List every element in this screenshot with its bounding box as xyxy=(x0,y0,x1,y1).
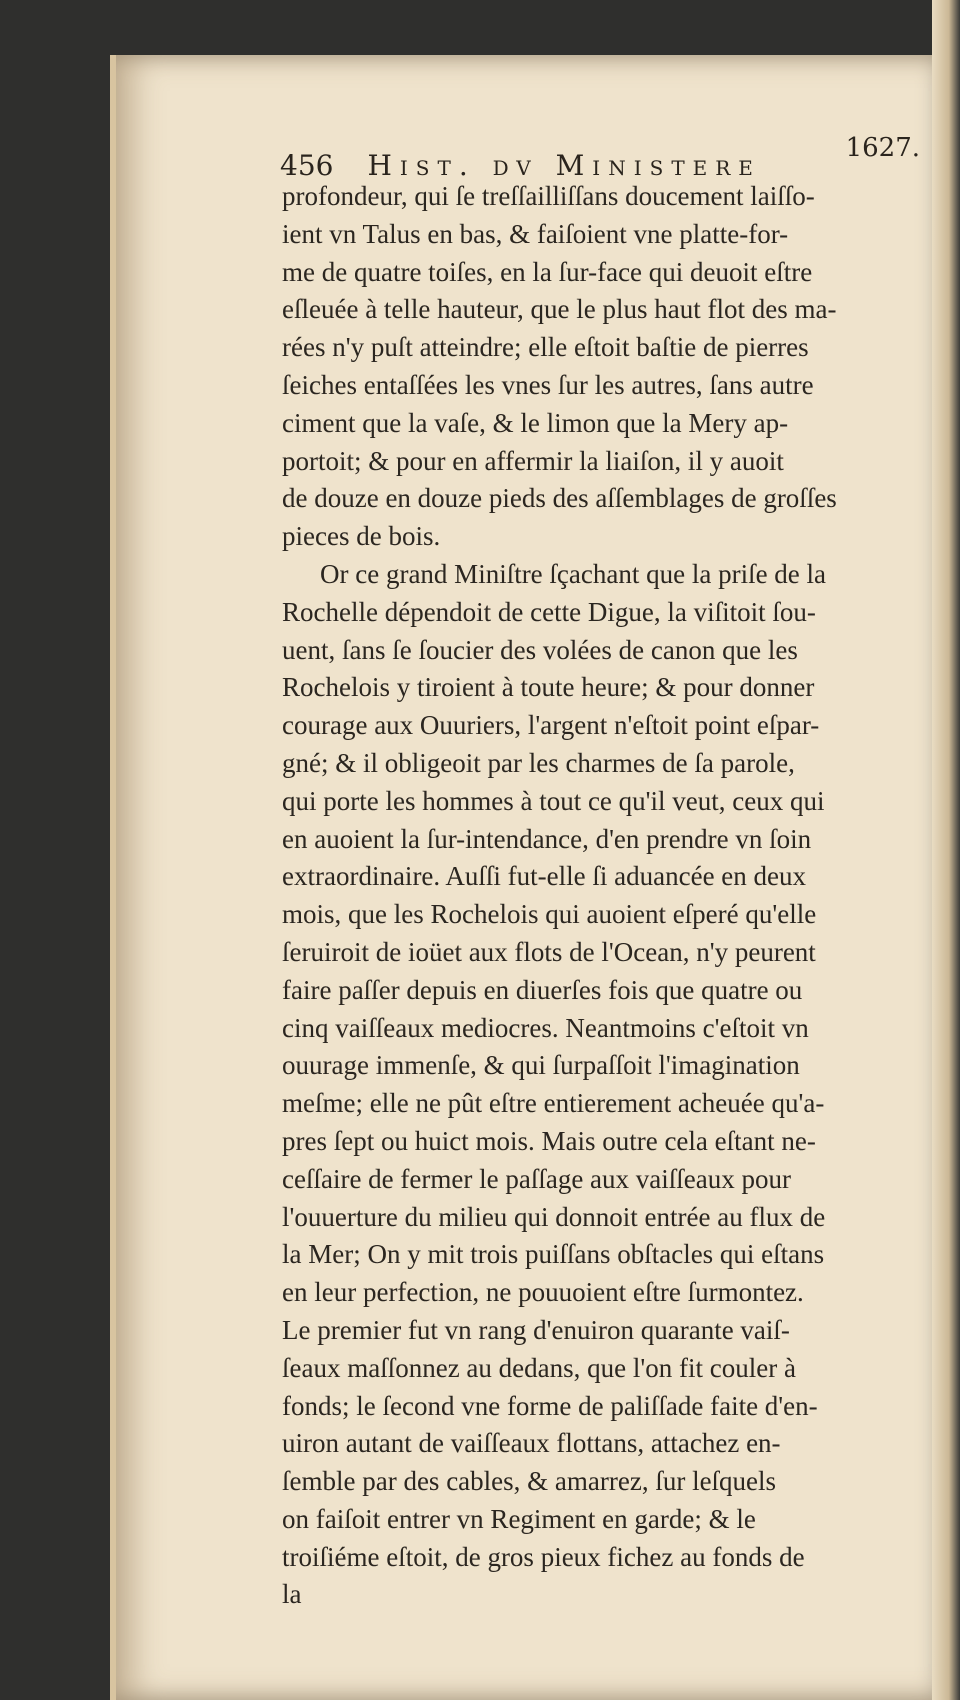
text-line: en auoient la ſur-intendance, d'en prendre vn ſoin xyxy=(282,823,812,854)
text-line: troiſiéme eſtoit, de gros pieux fichez au fonds de xyxy=(282,1541,805,1572)
text-line: pres ſept ou huict mois. Mais outre cela eſtant ne- xyxy=(282,1125,816,1156)
text-line: meſme; elle ne pût eſtre entierement acheuée qu'a- xyxy=(282,1088,825,1119)
text-line: extraordinaire. Auſſi fut-elle ſi aduancée en deux xyxy=(282,861,807,892)
text-line: profondeur, qui ſe treſſailliſſans doucement laiſſo- xyxy=(282,181,815,211)
page-edge xyxy=(932,0,960,1700)
text-line: ſeaux maſſonnez au dedans, que l'on fit couler à xyxy=(282,1352,796,1383)
text-line: Le premier fut vn rang d'enuiron quarante vaiſ- xyxy=(282,1314,790,1345)
text-line: eſleuée à telle hauteur, que le plus haut flot des ma- xyxy=(282,294,837,325)
text-line: uiron autant de vaiſſeaux flottans, attachez en- xyxy=(282,1428,781,1459)
text-line: en leur perfection, ne pouuoient eſtre ſurmontez. xyxy=(282,1277,804,1308)
text-line: fonds; le ſecond vne forme de paliſſade faite d'en- xyxy=(282,1390,818,1421)
text-line: qui porte les hommes à tout ce qu'il veut, ceux qui xyxy=(282,785,825,816)
text-line: la xyxy=(282,1579,302,1610)
running-head: Hist. dv Ministere xyxy=(367,148,761,182)
text-line: l'ouuerture du milieu qui donnoit entrée au flux de xyxy=(282,1201,826,1232)
year-marker: 1627. xyxy=(845,133,920,163)
text-line: portoit; & pour en affermir la liaiſon, il y auoit xyxy=(282,445,784,476)
text-line: mois, que les Rochelois qui auoient eſperé qu'elle xyxy=(282,899,817,930)
text-line: rées n'y puſt atteindre; elle eſtoit baſtie de pierres xyxy=(282,332,809,363)
text-line: ient vn Talus en bas, & faiſoient vne platte-for- xyxy=(282,218,789,249)
text-line: faire paſſer depuis en diuerſes fois que quatre ou xyxy=(282,974,803,1005)
text-line: on faiſoit entrer vn Regiment en garde; & le xyxy=(282,1503,756,1534)
page-number: 456 xyxy=(280,148,334,182)
text-line: courage aux Ouuriers, l'argent n'eſtoit point eſpar- xyxy=(282,710,820,741)
text-line: Rochelois y tiroient à toute heure; & pour donner xyxy=(282,672,815,703)
text-line: Or ce grand Miniſtre ſçachant que la priſe de la xyxy=(320,558,827,589)
text-line: uent, ſans ſe ſoucier des volées de canon que les xyxy=(282,634,798,665)
text-line: me de quatre toiſes, en la ſur-face qui deuoit eſtre xyxy=(282,256,813,287)
page-text xyxy=(282,178,892,1614)
text-line: ſeiches entaſſées les vnes ſur les autres, ſans autre xyxy=(282,369,814,400)
text-line: ouurage immenſe, & qui ſurpaſſoit l'imagination xyxy=(282,1050,800,1081)
text-line: cinq vaiſſeaux mediocres. Neantmoins c'eſtoit vn xyxy=(282,1012,809,1043)
text-line: ciment que la vaſe, & le limon que la Mery ap- xyxy=(282,407,789,438)
text-line: ſeruiroit de ioüet aux flots de l'Ocean, n'y peurent xyxy=(282,936,816,967)
text-line: de douze en douze pieds des aſſemblages de groſſes xyxy=(282,483,837,514)
text-line: Rochelle dépendoit de cette Digue, la viſitoit ſou- xyxy=(282,596,816,627)
text-line: pieces de bois. xyxy=(282,521,441,552)
text-line: gné; & il obligeoit par les charmes de ſa parole, xyxy=(282,747,795,778)
text-line: ſemble par des cables, & amarrez, ſur leſquels xyxy=(282,1466,777,1497)
text-line: la Mer; On y mit trois puiſſans obſtacles qui eſtans xyxy=(282,1239,825,1270)
text-line: ceſſaire de fermer le paſſage aux vaiſſeaux pour xyxy=(282,1163,791,1194)
